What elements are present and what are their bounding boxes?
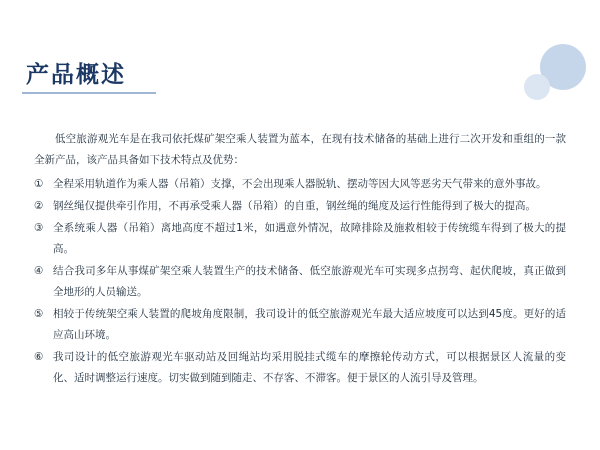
list-item-text: 钢丝绳仅提供牵引作用，不再承受乘人器（吊箱）的自重，钢丝绳的绳度及运行性能得到了极大的提高。: [53, 199, 536, 212]
list-item-marker: ⑥: [34, 350, 44, 363]
list-item-marker: ⑤: [34, 307, 44, 320]
page-title: 产品概述: [26, 62, 126, 88]
list-item-marker: ②: [34, 199, 44, 212]
lead-paragraph: 低空旅游观光车是在我司依托煤矿架空乘人装置为蓝本，在现有技术储备的基础上进行二次开发和重组的一款全新产品，该产品具备如下技术特点及优势：: [34, 132, 566, 166]
list-item-text: 全系统乘人器（吊箱）离地高度不超过1米，如遇意外情况，故障排除及施救相较于传统缆车得到了极大的提高。: [53, 221, 566, 255]
list-item-text: 相较于传统架空乘人装置的爬坡角度限制，我司设计的低空旅游观光车最大适应坡度可以达到45度。更好的适应高山环境。: [53, 307, 566, 341]
list-item: [34, 347, 566, 389]
list-item-marker: ④: [34, 264, 44, 277]
list-item: [34, 304, 566, 346]
feature-list: [34, 174, 566, 389]
list-item-text: 全程采用轨道作为乘人器（吊箱）支撑，不会出现乘人器脱轨、摆动等因大风等恶劣天气带来的意外事故。: [53, 177, 547, 190]
list-item-text: 结合我司多年从事煤矿架空乘人装置生产的技术储备、低空旅游观光车可实现多点拐弯、起伏爬坡，真正做到全地形的人员输送。: [53, 264, 566, 298]
list-item-marker: ③: [34, 221, 44, 234]
list-item: [34, 261, 566, 303]
title-underline-divider: [22, 92, 156, 94]
decorative-circle-small-icon: [524, 74, 550, 100]
list-item-text: 我司设计的低空旅游观光车驱动站及回绳站均采用脱挂式缆车的摩擦轮传动方式，可以根据景区人流量的变化、适时调整运行速度。切实做到随到随走、不存客、不滞客。便于景区的人流引导及管理。: [53, 350, 566, 384]
list-item-marker: ①: [34, 177, 44, 190]
content-body: [34, 118, 566, 390]
list-item: [34, 196, 566, 217]
list-item: [34, 174, 566, 195]
list-item: [34, 218, 566, 260]
